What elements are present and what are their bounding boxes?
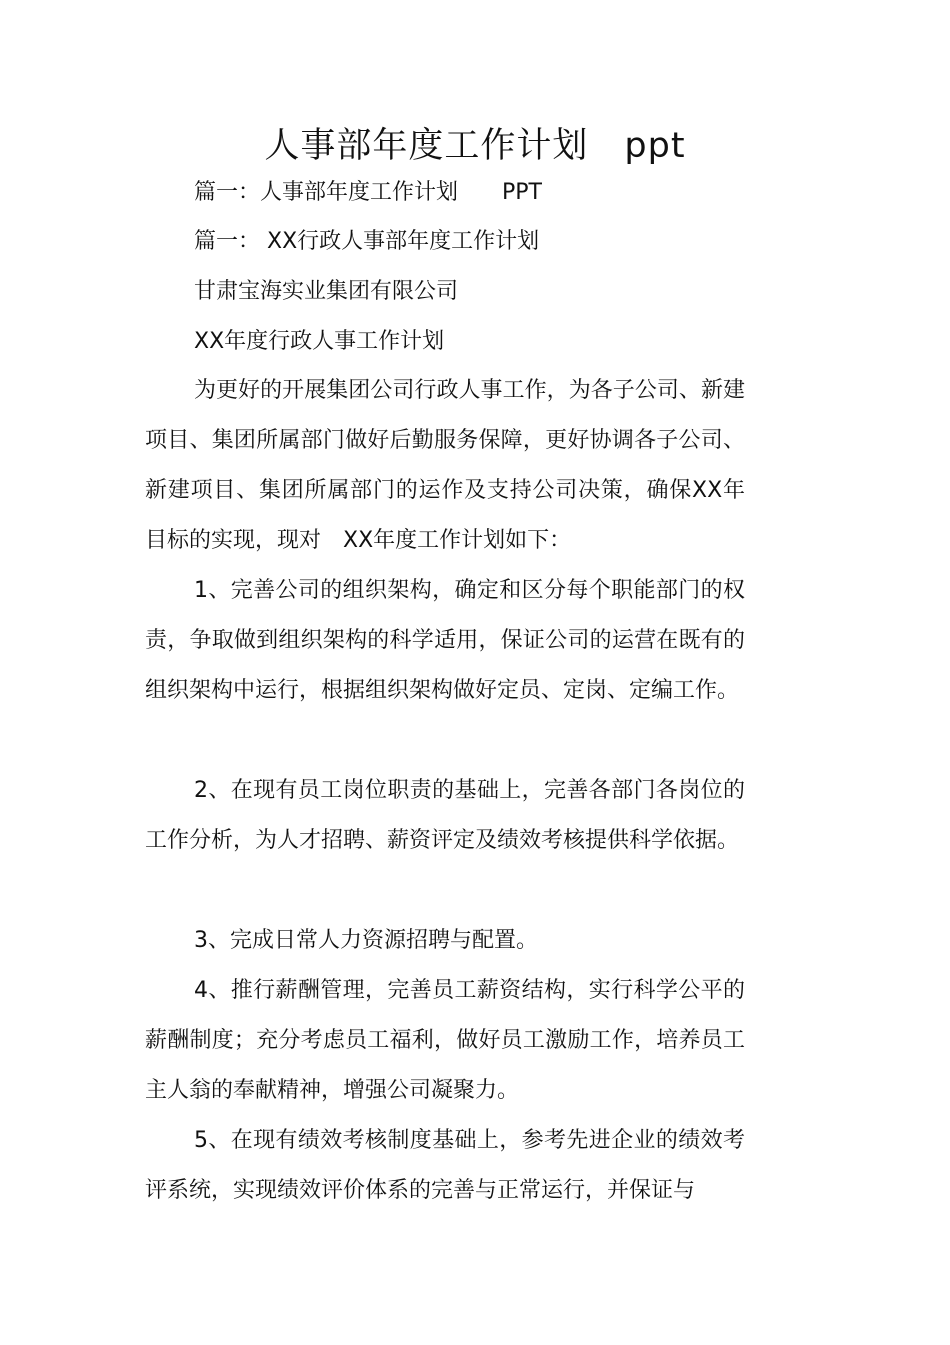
paragraph-item-5: 5、在现有绩效考核制度基础上，参考先进企业的绩效考评系统，实现绩效评价体系的完善与正常运行，并保证与 (145, 1128, 745, 1203)
heading-line-2: 篇一： XX行政人事部年度工作计划 (194, 229, 540, 254)
company-name-line: 甘肃宝海实业集团有限公司 (194, 279, 459, 304)
paragraph-item-4: 4、推行薪酬管理，完善员工薪资结构，实行科学公平的薪酬制度；充分考虑员工福利，做好员工激励工作，培养员工主人翁的奉献精神，增强公司凝聚力。 (145, 978, 745, 1103)
intro-paragraph: 为更好的开展集团公司行政人事工作，为各子公司、新建项目、集团所属部门做好后勤服务保障，更好协调各子公司、新建项目、集团所属部门的运作及支持公司决策，确保XX年目标的实现，现对 XX年度工作计划如下： (145, 378, 745, 553)
plan-title-line: XX年度行政人事工作计划 (194, 329, 445, 354)
paragraph-item-3: 3、完成日常人力资源招聘与配置。 (194, 928, 538, 953)
paragraph-item-1: 1、完善公司的组织架构，确定和区分每个职能部门的权责，争取做到组织架构的科学适用，保证公司的运营在既有的组织架构中运行，根据组织架构做好定员、定岗、定编工作。 (145, 578, 745, 703)
document-title: 人事部年度工作计划 ppt (264, 126, 686, 166)
heading-line-1: 篇一：人事部年度工作计划 PPT (194, 180, 542, 205)
paragraph-item-2: 2、在现有员工岗位职责的基础上，完善各部门各岗位的工作分析，为人才招聘、薪资评定及绩效考核提供科学依据。 (145, 778, 745, 853)
